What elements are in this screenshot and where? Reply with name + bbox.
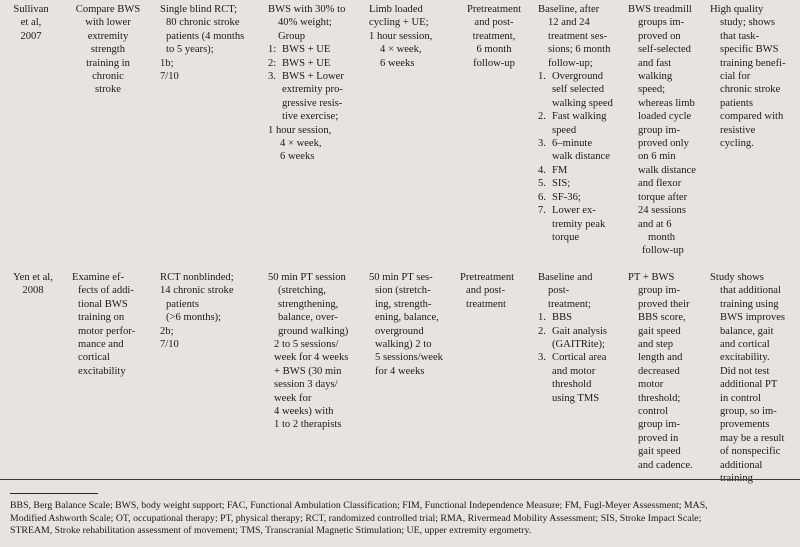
cell-line: FM xyxy=(552,164,568,176)
cell-line: 1 hour session, xyxy=(268,124,332,136)
r1-objective xyxy=(66,3,150,97)
cell-line: ing, strength- xyxy=(375,298,432,310)
cell-line: may be a result xyxy=(720,432,785,444)
r1-results xyxy=(628,3,700,258)
cell-line: patients xyxy=(166,298,199,310)
outcomes-list xyxy=(538,311,620,405)
cell-line: additional xyxy=(720,459,763,471)
list-item xyxy=(268,43,356,56)
cell-line: excitability xyxy=(78,365,126,377)
cell-line: High quality xyxy=(710,4,764,15)
list-item xyxy=(538,164,620,177)
list-number: 1: xyxy=(268,44,277,56)
cell-line: and cadence. xyxy=(638,459,693,471)
table-bottom-rule xyxy=(0,479,800,480)
cell-line: patients (4 months xyxy=(166,30,245,42)
cell-line: extremity xyxy=(87,30,129,42)
list-number: 2. xyxy=(538,111,546,123)
cell-line: month xyxy=(648,231,676,243)
list-number: 5. xyxy=(538,178,546,190)
cell-line: follow-up xyxy=(473,57,515,69)
cell-line: gait speed xyxy=(638,446,681,458)
list-item xyxy=(538,177,620,190)
cell-line: Pretreatment xyxy=(460,272,515,283)
cell-line: and fast xyxy=(638,57,672,69)
cell-line: BWS + UE xyxy=(282,44,331,56)
cell-line: speed; xyxy=(638,84,666,96)
cell-line: ening, balance, xyxy=(375,312,439,324)
cell-line: decreased xyxy=(638,365,680,377)
cell-line: groups im- xyxy=(638,17,685,29)
list-item xyxy=(268,70,356,124)
cell-line: cial for xyxy=(720,71,751,83)
cell-line: treatment; xyxy=(548,298,591,310)
cell-line: 7/10 xyxy=(160,71,179,83)
cell-line: week for xyxy=(274,392,312,404)
cell-line: 2007 xyxy=(20,30,42,42)
cell-line: et al, xyxy=(20,17,42,29)
cell-line: mance and xyxy=(78,339,124,351)
cell-line: Overground xyxy=(552,71,603,83)
cell-line: and cortical xyxy=(720,339,770,351)
cell-line: PT + BWS xyxy=(628,272,675,283)
cell-line: 1 hour session, xyxy=(369,30,433,42)
cell-line: motor perfor- xyxy=(78,325,136,337)
cell-line: SIS; xyxy=(552,178,571,190)
cell-line: 4 × week, xyxy=(280,138,322,150)
cell-line: tional BWS xyxy=(78,298,128,310)
cell-line: on 6 min xyxy=(638,151,676,163)
cell-line: self-selected xyxy=(638,44,691,56)
r2-study xyxy=(9,271,57,298)
r1-study xyxy=(9,3,53,43)
cell-line: for 4 weeks xyxy=(375,365,425,377)
r2-objective xyxy=(66,271,150,378)
cell-line: (GAITRite); xyxy=(552,339,605,351)
cell-line: Lower ex- xyxy=(552,205,596,217)
r1-assessment xyxy=(460,3,528,70)
cell-line: self selected xyxy=(552,84,605,96)
cell-line: treatment xyxy=(466,298,507,310)
cell-line: with lower xyxy=(85,17,131,29)
cell-line: that additional xyxy=(720,285,781,297)
cell-line: training in xyxy=(86,57,130,69)
cell-line: using TMS xyxy=(552,392,600,404)
cell-line: post- xyxy=(548,285,570,297)
cell-line: cycling + UE; xyxy=(369,17,429,29)
cell-line: and post- xyxy=(466,285,506,297)
cell-line: training on xyxy=(78,312,125,324)
cell-line: patients xyxy=(720,97,753,109)
cell-line: 40% weight; xyxy=(278,17,332,29)
footnote-line: STREAM, Stroke rehabilitation assessment of movement; TMS, Transcranial Magnetic Stimulation; UE, upper extremity ergometry. xyxy=(10,525,532,537)
cell-line: (>6 months); xyxy=(166,312,222,324)
cell-line: cycling. xyxy=(720,138,754,150)
cell-line: 2 to 5 sessions/ xyxy=(274,339,339,351)
cell-line: walk distance xyxy=(638,164,696,176)
cell-line: group, so im- xyxy=(720,406,777,418)
cell-line: tremity peak xyxy=(552,218,606,230)
cell-line: Examine ef- xyxy=(72,272,125,283)
cell-line: 5 sessions/week xyxy=(375,352,443,364)
cell-line: excitability. xyxy=(720,352,770,364)
cell-line: walking speed xyxy=(552,97,613,109)
list-number: 2: xyxy=(268,57,277,69)
list-number: 4. xyxy=(538,164,546,176)
cell-line: BWS with 30% to xyxy=(268,4,346,15)
r2-assessment xyxy=(460,271,530,311)
cell-line: sions; 6 month xyxy=(548,44,611,56)
cell-line: proved in xyxy=(638,432,679,444)
r1-outcomes xyxy=(538,3,620,244)
cell-line: control xyxy=(638,406,669,418)
cell-line: torque xyxy=(552,231,580,243)
list-item xyxy=(538,70,620,110)
cell-line: + BWS (30 min xyxy=(274,365,342,377)
list-number: 1. xyxy=(538,71,546,83)
list-item xyxy=(538,191,620,204)
cell-line: walking xyxy=(638,71,673,83)
intervention-list xyxy=(268,43,356,123)
cell-line: 6 month xyxy=(476,44,512,56)
r1-design xyxy=(160,3,256,83)
list-number: 2. xyxy=(538,325,546,337)
cell-line: 1 to 2 therapists xyxy=(274,419,342,431)
cell-line: 12 and 24 xyxy=(548,17,590,29)
cell-line: Single blind RCT; xyxy=(160,4,238,15)
cell-line: threshold xyxy=(552,379,592,391)
abbreviations-footnote xyxy=(10,500,796,538)
cell-line: Pretreatment xyxy=(466,4,522,15)
r1-control xyxy=(369,3,449,70)
cell-line: motor xyxy=(638,379,664,391)
list-item xyxy=(268,57,356,70)
cell-line: BBS xyxy=(552,312,573,324)
cell-line: BWS treadmill xyxy=(628,4,692,15)
cell-line: 50 min PT session xyxy=(268,272,346,283)
list-number: 3. xyxy=(538,352,546,364)
cell-line: of nonspecific xyxy=(720,446,781,458)
cell-line: proved their xyxy=(638,298,690,310)
cell-line: ground walking) xyxy=(278,325,349,337)
cell-line: and at 6 xyxy=(638,218,672,230)
cell-line: Gait analysis xyxy=(552,325,608,337)
cell-line: training benefi- xyxy=(720,57,786,69)
cell-line: 24 sessions xyxy=(638,205,686,217)
cell-line: chronic xyxy=(92,71,124,83)
cell-line: 7/10 xyxy=(160,339,179,351)
cell-line: follow-up; xyxy=(548,57,593,69)
r2-outcomes xyxy=(538,271,620,405)
cell-line: and step xyxy=(638,339,674,351)
cell-line: treatment ses- xyxy=(548,30,608,42)
cell-line: additional PT xyxy=(720,379,778,391)
cell-line: Study shows xyxy=(710,272,764,283)
cell-line: BWS improves xyxy=(720,312,786,324)
cell-line: balance, over- xyxy=(278,312,338,324)
cell-line: fects of addi- xyxy=(78,285,134,297)
cell-line: session 3 days/ xyxy=(274,379,338,391)
cell-line: Group xyxy=(278,30,306,42)
cell-line: tive exercise; xyxy=(282,111,339,123)
r2-intervention xyxy=(268,271,360,432)
cell-line: overground xyxy=(375,325,424,337)
cell-line: 6 weeks xyxy=(280,151,315,163)
list-item xyxy=(538,204,620,244)
footnote-line: Modified Ashworth Scale; OT, occupational therapy; PT, physical therapy; RCT, randomized controlled trial; RMA, Rivermead Mobility Assessment; SIS, Stroke Impact Scale; xyxy=(10,512,702,524)
cell-line: BBS score, xyxy=(638,312,686,324)
cell-line: BWS + UE xyxy=(282,57,331,69)
list-item xyxy=(538,137,620,164)
cell-line: treatment, xyxy=(472,30,516,42)
list-item xyxy=(538,110,620,137)
cell-line: proved only xyxy=(638,138,689,150)
cell-line: whereas limb xyxy=(638,97,695,109)
cell-line: 4 × week, xyxy=(380,44,422,56)
cell-line: 6 weeks xyxy=(380,57,415,69)
cell-line: Did not test xyxy=(720,365,770,377)
list-number: 3. xyxy=(268,71,276,83)
cell-line: RCT nonblinded; xyxy=(160,272,234,283)
cell-line: specific BWS xyxy=(720,44,779,56)
cell-line: 4 weeks) with xyxy=(274,406,334,418)
cell-line: study; shows xyxy=(720,17,776,29)
r1-intervention xyxy=(268,3,356,164)
cell-line: strengthening, xyxy=(278,298,339,310)
cell-line: gressive resis- xyxy=(282,97,343,109)
cell-line: Baseline, after xyxy=(538,4,600,15)
cell-line: that task- xyxy=(720,30,760,42)
cell-line: in control xyxy=(720,392,761,404)
cell-line: length and xyxy=(638,352,683,364)
cell-line: 80 chronic stroke xyxy=(166,17,240,29)
cell-line: Yen et al, xyxy=(13,272,53,283)
cell-line: resistive xyxy=(720,124,756,136)
cell-line: 14 chronic stroke xyxy=(160,285,234,297)
cell-line: Sullivan xyxy=(13,4,49,15)
cell-line: proved on xyxy=(638,30,681,42)
cell-line: gait speed xyxy=(638,325,681,337)
cell-line: Cortical area xyxy=(552,352,607,364)
list-number: 3. xyxy=(538,138,546,150)
list-item xyxy=(538,325,620,352)
cell-line: provements xyxy=(720,419,770,431)
cell-line: and motor xyxy=(552,365,596,377)
cell-line: extremity pro- xyxy=(282,84,343,96)
cell-line: Fast walking xyxy=(552,111,607,123)
r2-design xyxy=(160,271,256,351)
cell-line: follow-up xyxy=(642,245,684,257)
outcomes-list xyxy=(538,70,620,244)
cell-line: stroke xyxy=(95,84,121,96)
cell-line: threshold; xyxy=(638,392,681,404)
cell-line: balance, gait xyxy=(720,325,774,337)
list-number: 6. xyxy=(538,191,546,203)
cell-line: cortical xyxy=(78,352,110,364)
r2-control xyxy=(369,271,453,378)
cell-line: walking) 2 to xyxy=(375,339,432,351)
cell-line: compared with xyxy=(720,111,784,123)
cell-line: Baseline and xyxy=(538,272,593,283)
list-number: 1. xyxy=(538,312,546,324)
cell-line: walk distance xyxy=(552,151,610,163)
cell-line: to 5 years); xyxy=(166,44,214,56)
cell-line: 2b; xyxy=(160,325,174,337)
cell-line: sion (stretch- xyxy=(375,285,431,297)
r2-comments xyxy=(710,271,796,486)
list-item xyxy=(538,311,620,324)
cell-line: group im- xyxy=(638,419,681,431)
cell-line: and flexor xyxy=(638,178,682,190)
footnote-line: BBS, Berg Balance Scale; BWS, body weight support; FAC, Functional Ambulation Classification; FIM, Functional Independence Measure; FM, Fugl-Meyer Assessment; MAS, xyxy=(10,500,708,511)
cell-line: 6–minute xyxy=(552,138,593,150)
cell-line: speed xyxy=(552,124,577,136)
footnote-divider xyxy=(10,493,98,494)
cell-line: strength xyxy=(90,44,126,56)
cell-line: torque after xyxy=(638,191,688,203)
list-item xyxy=(538,351,620,405)
cell-line: Limb loaded xyxy=(369,4,423,15)
cell-line: 2008 xyxy=(22,285,44,297)
cell-line: SF-36; xyxy=(552,191,581,203)
r2-results xyxy=(628,271,702,472)
cell-line: (stretching, xyxy=(278,285,326,297)
cell-line: Compare BWS xyxy=(75,4,141,15)
cell-line: chronic stroke xyxy=(720,84,781,96)
cell-line: training using xyxy=(720,298,779,310)
cell-line: 50 min PT ses- xyxy=(369,272,433,283)
cell-line: 1b; xyxy=(160,57,174,69)
cell-line: loaded cycle xyxy=(638,111,692,123)
cell-line: week for 4 weeks xyxy=(274,352,349,364)
list-number: 7. xyxy=(538,205,546,217)
cell-line: BWS + Lower xyxy=(282,71,344,83)
cell-line: group im- xyxy=(638,124,681,136)
cell-line: and post- xyxy=(474,17,514,29)
cell-line: group im- xyxy=(638,285,681,297)
r1-comments xyxy=(710,3,796,150)
